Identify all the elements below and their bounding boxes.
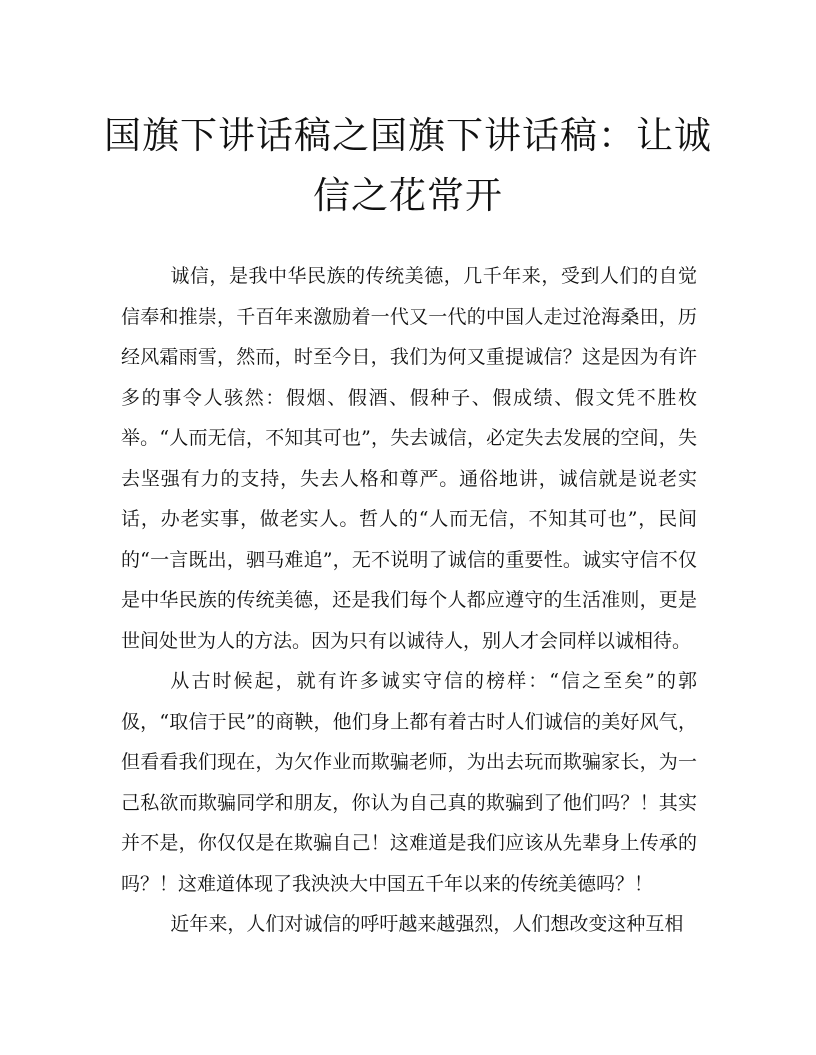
paragraph: 诚信，是我中华民族的传统美德，几千年来，受到人们的自觉信奉和推崇，千百年来激励着一代又一代的中国人走过沧海桑田，历经风霜雨雪，然而，时至今日，我们为何又重提诚信？这是因为有许多的事令人骇然：假烟、假酒、假种子、假成绩、假文凭不胜枚举。“人而无信，不知其可也”，失去诚信，必定失去发展的空间，失去坚强有力的支持，失去人格和尊严。通俗地讲，诚信就是说老实话，办老实事，做老实人。哲人的“人而无信，不知其可也”，民间的“一言既出，驷马难追”，无不说明了诚信的重要性。诚实守信不仅是中华民族的传统美德，还是我们每个人都应遵守的生活准则，更是世间处世为人的方法。因为只有以诚待人，别人才会同样以诚相待。	[121, 265, 697, 652]
document-body	[121, 256, 697, 945]
paragraph: 从古时候起，就有许多诚实守信的榜样：“信之至矣”的郭伋，“取信于民”的商鞅，他们身上都有着古时人们诚信的美好风气，但看看我们现在，为欠作业而欺骗老师，为出去玩而欺骗家长，为一己私欲而欺骗同学和朋友，你认为自己真的欺骗到了他们吗？！其实并不是，你仅仅是在欺骗自己！这难道是我们应该从先辈身上传承的吗？！这难道体现了我泱泱大中国五千年以来的传统美德吗？！	[121, 670, 697, 895]
document-title: 国旗下讲话稿之国旗下讲话稿：让诚信之花常开	[104, 114, 712, 217]
paragraph: 近年来，人们对诚信的呼吁越来越强烈，人们想改变这种互相	[170, 913, 684, 935]
